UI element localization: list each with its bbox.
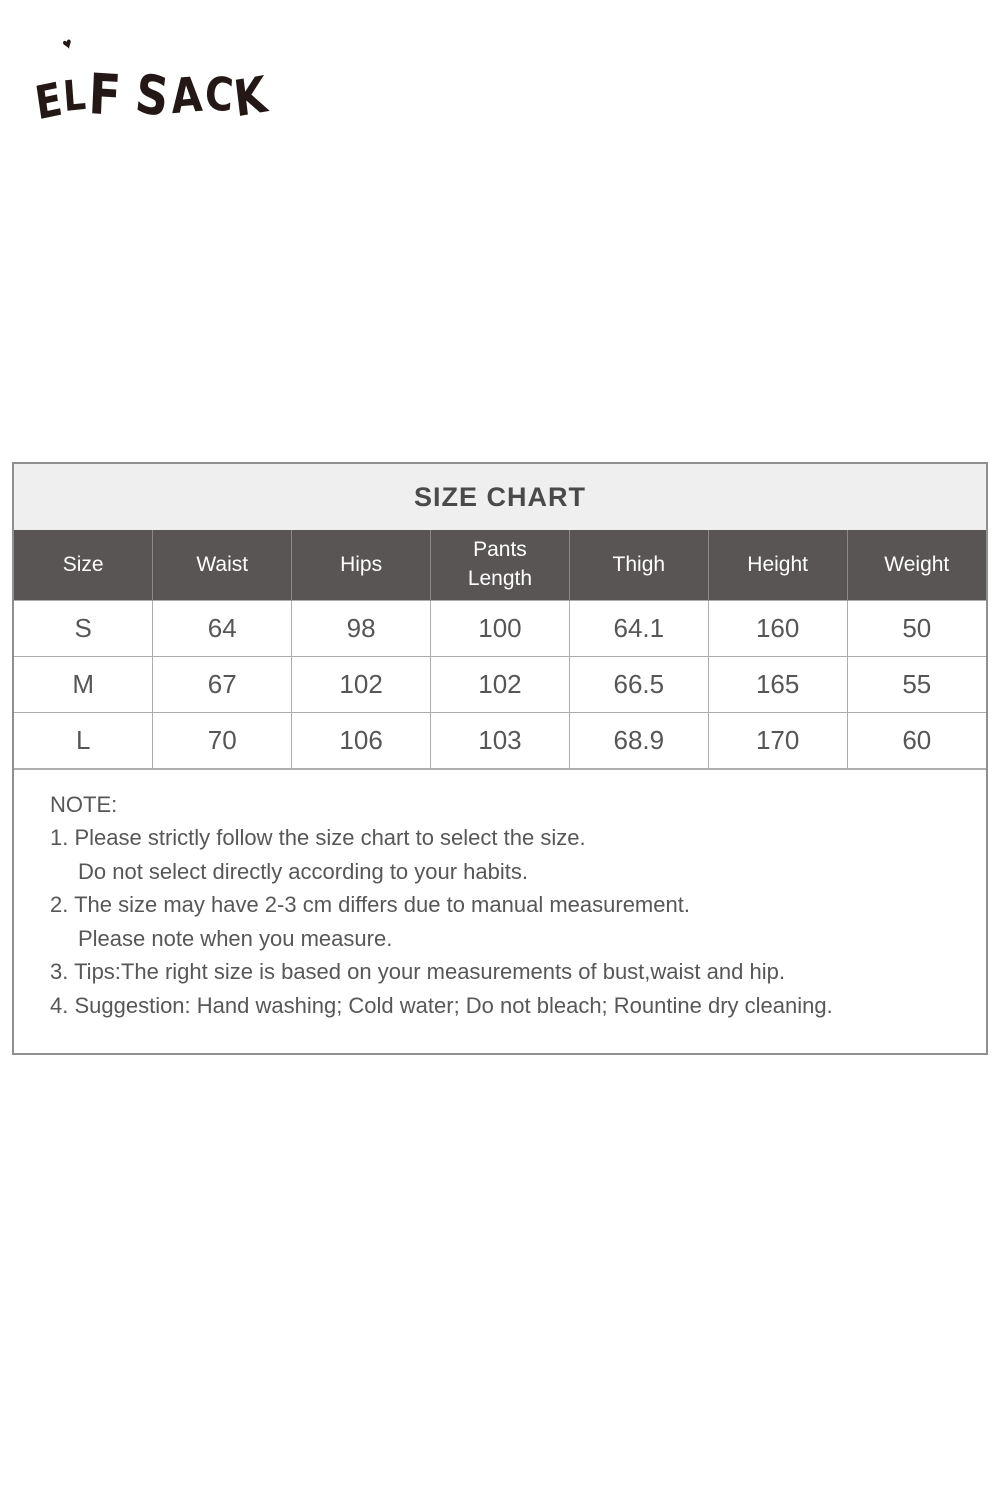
table-header-row	[14, 530, 986, 600]
cell-size: S	[14, 600, 153, 656]
cell-height: 165	[708, 656, 847, 712]
logo-letter: F	[87, 62, 123, 129]
column-header-waist: Waist	[153, 530, 292, 600]
cell-waist: 67	[153, 656, 292, 712]
note-line: Do not select directly according to your habits.	[78, 858, 529, 884]
size-chart-title: SIZE CHART	[14, 464, 986, 530]
logo-letter: S	[132, 61, 173, 130]
size-chart-table	[14, 530, 986, 769]
cell-pants-length: 102	[431, 656, 570, 712]
column-header-hips: Hips	[292, 530, 431, 600]
column-header-weight: Weight	[847, 530, 986, 600]
note-heading: NOTE:	[50, 791, 118, 817]
cell-height: 170	[708, 712, 847, 768]
logo-letter: A	[169, 66, 205, 126]
cell-pants-length: 103	[431, 712, 570, 768]
logo-letter: E	[31, 71, 66, 131]
cell-weight: 60	[847, 712, 986, 768]
cell-weight: 50	[847, 600, 986, 656]
cell-pants-length: 100	[431, 600, 570, 656]
cell-hips: 106	[292, 712, 431, 768]
cell-size: M	[14, 656, 153, 712]
column-header-pants-length: Pants Length	[431, 530, 570, 600]
column-header-size: Size	[14, 530, 153, 600]
cell-waist: 64	[153, 600, 292, 656]
table-row	[14, 600, 986, 656]
logo-letter: K	[231, 65, 271, 129]
column-header-thigh: Thigh	[569, 530, 708, 600]
size-chart-block	[12, 462, 988, 1055]
column-header-height: Height	[708, 530, 847, 600]
cell-hips: 102	[292, 656, 431, 712]
cell-height: 160	[708, 600, 847, 656]
heart-icon: ♥	[60, 34, 75, 55]
cell-size: L	[14, 712, 153, 768]
note-line: 4. Suggestion: Hand washing; Cold water; Do not bleach; Rountine dry cleaning.	[50, 992, 833, 1018]
cell-weight: 55	[847, 656, 986, 712]
note-line: 3. Tips:The right size is based on your measurements of bust,waist and hip.	[50, 959, 785, 984]
cell-thigh: 64.1	[569, 600, 708, 656]
table-row	[14, 712, 986, 768]
brand-logo	[31, 34, 311, 131]
brand-logo-letters	[31, 46, 271, 131]
note-line: 2. The size may have 2-3 cm differs due to manual measurement.	[50, 892, 690, 917]
note-section	[14, 769, 986, 1053]
table-row	[14, 656, 986, 712]
cell-waist: 70	[153, 712, 292, 768]
note-line: Please note when you measure.	[78, 925, 393, 951]
cell-thigh: 68.9	[569, 712, 708, 768]
note-line: 1. Please strictly follow the size chart to select the size.	[50, 825, 586, 850]
cell-thigh: 66.5	[569, 656, 708, 712]
logo-letter: C	[202, 65, 235, 123]
cell-hips: 98	[292, 600, 431, 656]
logo-letter: L	[61, 69, 88, 122]
